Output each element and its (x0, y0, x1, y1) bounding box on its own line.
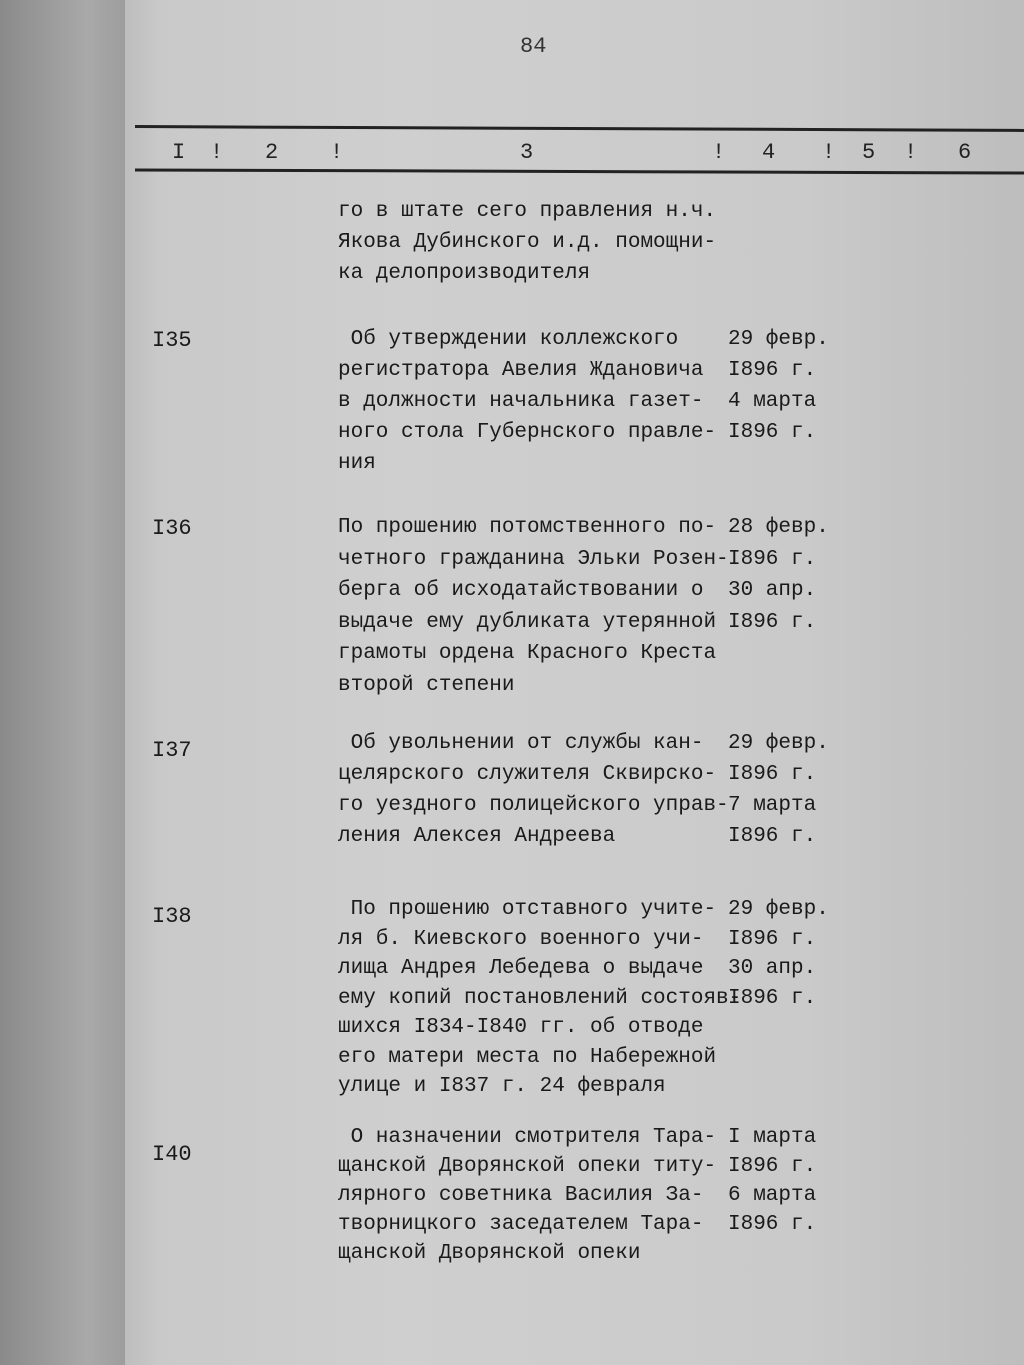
entry-date: I896 г. (728, 825, 817, 848)
entry-number: I35 (152, 328, 192, 353)
entry-description: ка делопроизводителя (338, 262, 591, 285)
entry-description: лярного советника Василия За- (338, 1184, 704, 1207)
text-line (0, 1126, 1024, 1157)
entry-description: грамоты ордена Красного Креста (338, 642, 717, 665)
column-header: 5 (862, 140, 876, 165)
entry-date: I марта (728, 1126, 817, 1149)
entry-description: четного гражданина Эльки Розен- (338, 547, 729, 571)
entry-description: шихся I834-I840 гг. об отводе (338, 1016, 704, 1039)
text-line (0, 1242, 1024, 1273)
text-line (0, 611, 1024, 642)
entry-description: творницкого заседателем Тара- (338, 1213, 704, 1236)
entry-description: го в штате сего правления н.ч. (338, 200, 717, 223)
entry-date: 30 апр. (728, 579, 817, 602)
entry-description: целярского служителя Сквирско- (338, 763, 717, 786)
text-line (0, 231, 1024, 262)
text-line (0, 987, 1024, 1018)
text-line (0, 957, 1024, 988)
text-line (0, 1213, 1024, 1244)
entry-date: I896 г. (728, 547, 817, 571)
text-line (0, 825, 1024, 856)
entry-description: в должности начальника газет- (338, 390, 704, 413)
entry-description: ния (338, 452, 376, 475)
text-line (0, 1046, 1024, 1077)
entry-description: ему копий постановлений состояв- (338, 986, 742, 1010)
entry-date: 6 марта (728, 1184, 817, 1207)
text-line (0, 390, 1024, 421)
entry-description: щанской Дворянской опеки (338, 1242, 641, 1265)
entry-description: По прошению потомственного по- (338, 516, 717, 539)
entry-date: 29 февр. (728, 898, 829, 921)
text-line (0, 1184, 1024, 1215)
text-line (0, 328, 1024, 359)
entry-date: I896 г. (728, 927, 817, 951)
page-number: 84 (520, 34, 547, 59)
entry-description: Якова Дубинского и.д. помощни- (338, 231, 717, 254)
entry-date: 30 апр. (728, 957, 817, 980)
entry-description: щанской Дворянской опеки титу- (338, 1155, 717, 1178)
text-line (0, 1016, 1024, 1047)
entry-description: второй степени (338, 673, 515, 697)
entry-date: I896 г. (728, 359, 817, 382)
entry-date: 28 февр. (728, 516, 829, 539)
column-header: 6 (958, 140, 972, 165)
entry-description: выдаче ему дубликата утерянной (338, 610, 717, 634)
entry-number: I36 (152, 516, 192, 541)
column-header: 4 (762, 140, 776, 165)
entry-description: ля б. Киевского военного учи- (338, 927, 704, 951)
text-line (0, 1155, 1024, 1186)
entry-description: О назначении смотрителя Тара- (338, 1126, 717, 1149)
entry-number: I38 (152, 904, 192, 929)
entry-description: ного стола Губернского правле- (338, 421, 717, 444)
column-separator: ! (330, 140, 344, 165)
column-separator: ! (210, 140, 224, 165)
entry-number: I40 (152, 1142, 192, 1167)
text-line (0, 674, 1024, 705)
entry-description: По прошению отставного учите- (338, 898, 717, 921)
text-line (0, 200, 1024, 231)
column-header: 3 (520, 140, 534, 165)
entry-date: 4 марта (728, 390, 817, 413)
column-header: 2 (265, 140, 279, 165)
entry-date: I896 г. (728, 610, 817, 634)
text-line (0, 928, 1024, 959)
column-separator: ! (904, 140, 918, 165)
text-line (0, 421, 1024, 452)
text-line (0, 1075, 1024, 1106)
text-line (0, 898, 1024, 929)
entry-description: его матери места по Набережной (338, 1045, 717, 1069)
text-line (0, 262, 1024, 293)
entry-date: I896 г. (728, 1155, 817, 1178)
entry-description: Об увольнении от службы кан- (338, 732, 704, 755)
column-separator: ! (712, 140, 726, 165)
entry-date: 29 февр. (728, 732, 829, 755)
text-line (0, 452, 1024, 483)
entry-description: Об утверждении коллежского (338, 328, 679, 351)
entry-date: 7 марта (728, 794, 817, 817)
entry-number: I37 (152, 738, 192, 763)
text-line (0, 359, 1024, 390)
text-line (0, 732, 1024, 763)
text-line (0, 548, 1024, 579)
text-line (0, 516, 1024, 547)
text-line (0, 763, 1024, 794)
table-top-rule (135, 125, 1024, 132)
entry-description: регистратора Авелия Ждановича (338, 359, 704, 382)
column-header: I (172, 140, 186, 165)
entry-date: I896 г. (728, 986, 817, 1010)
text-line (0, 579, 1024, 610)
column-separator: ! (822, 140, 836, 165)
entry-description: го уездного полицейского управ- (338, 794, 729, 817)
entry-date: I896 г. (728, 1213, 817, 1236)
entry-description: улице и I837 г. 24 февраля (338, 1075, 666, 1098)
entry-date: I896 г. (728, 421, 817, 444)
text-line (0, 794, 1024, 825)
table-header (0, 140, 1024, 170)
entry-description: берга об исходатайствовании о (338, 579, 704, 602)
text-line (0, 642, 1024, 673)
entry-date: 29 февр. (728, 328, 829, 351)
entry-description: лища Андрея Лебедева о выдаче (338, 957, 704, 980)
entry-date: I896 г. (728, 763, 817, 786)
entry-description: ления Алексея Андреева (338, 825, 616, 848)
